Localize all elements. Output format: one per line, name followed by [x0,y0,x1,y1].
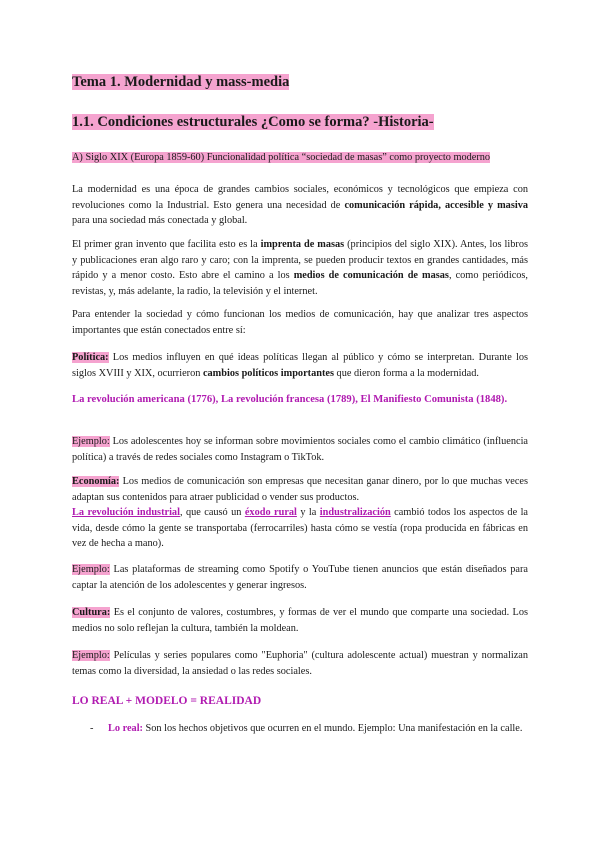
revoluciones-heading: La revolución americana (1776), La revolución francesa (1789), El Manifiesto Comunista (1848). [72,394,508,405]
paragraph-ejemplo-3: Ejemplo: Películas y series populares como "Euphoria" (cultura adolescente actual) muestran y normalizan temas como la diversidad, la ansiedad o las redes sociales. [72,650,528,677]
paragraph-cultura: Cultura: Es el conjunto de valores, costumbres, y formas de ver el mundo que comparte una sociedad. Los medios no solo reflejan la cultura, también la moldean. [72,607,528,634]
bullet-marker: - [90,723,94,734]
paragraph-economia: Economía: Los medios de comunicación son empresas que necesitan ganar dinero, por lo que muchas veces adaptan sus contenidos para atraer publicidad o vender sus productos. La revolución industrial, que causó un éxodo rural y la industralización cambió todos los aspectos de la vida, desde cómo la gente se transportaba (ferrocarriles) hasta cómo se vestía (ropa producida en fábricas en vez de hecha a mano). [72,476,528,549]
paragraph-imprenta: El primer gran invento que facilita esto es la imprenta de masas (principios del siglo XIX). Antes, los libros y publicaciones eran algo raro y caro; con la imprenta, se pueden producir textos en grandes cantidades, más rápido y a menor costo. Esto abre el camino a los medios de comunicación de masas, como periódicos, revistas, y, más adelante, la radio, la televisión y el internet. [72,239,528,297]
page-title: Tema 1. Modernidad y mass-media [72,74,290,90]
lo-real-heading: LO REAL + MODELO = REALIDAD [72,695,262,707]
section-a-heading: A) Siglo XIX (Europa 1859-60) Funcionalidad política “sociedad de masas” como proyecto moderno [72,152,491,163]
paragraph-aspectos: Para entender la sociedad y cómo funcionan los medios de comunicación, hay que analizar tres aspectos importantes que están conectados entre sí: [72,309,528,336]
paragraph-modernidad: La modernidad es una época de grandes cambios sociales, económicos y tecnológicos que empieza con revoluciones como la Industrial. Esto genera una necesidad de comunicación rápida, accesible y masiva para una sociedad más conectada y global. [72,184,528,226]
paragraph-ejemplo-2: Ejemplo: Las plataformas de streaming como Spotify o YouTube tienen anuncios que están diseñados para captar la atención de los adolescentes y generar ingresos. [72,564,528,591]
section-subtitle: 1.1. Condiciones estructurales ¿Como se forma? -Historia- [72,114,434,130]
paragraph-politica: Política: Los medios influyen en qué ideas políticas llegan al público y cómo se interpretan. Durante los siglos XVIII y XIX, ocurrieron cambios políticos importantes que dieron forma a la modernidad. [72,352,528,379]
bullet-lo-real: Lo real: Son los hechos objetivos que ocurren en el mundo. Ejemplo: Una manifestación en la calle. [108,723,523,734]
paragraph-ejemplo-1: Ejemplo: Los adolescentes hoy se informan sobre movimientos sociales como el cambio climático (influencia política) a través de redes sociales como Instagram o TikTok. [72,436,528,463]
